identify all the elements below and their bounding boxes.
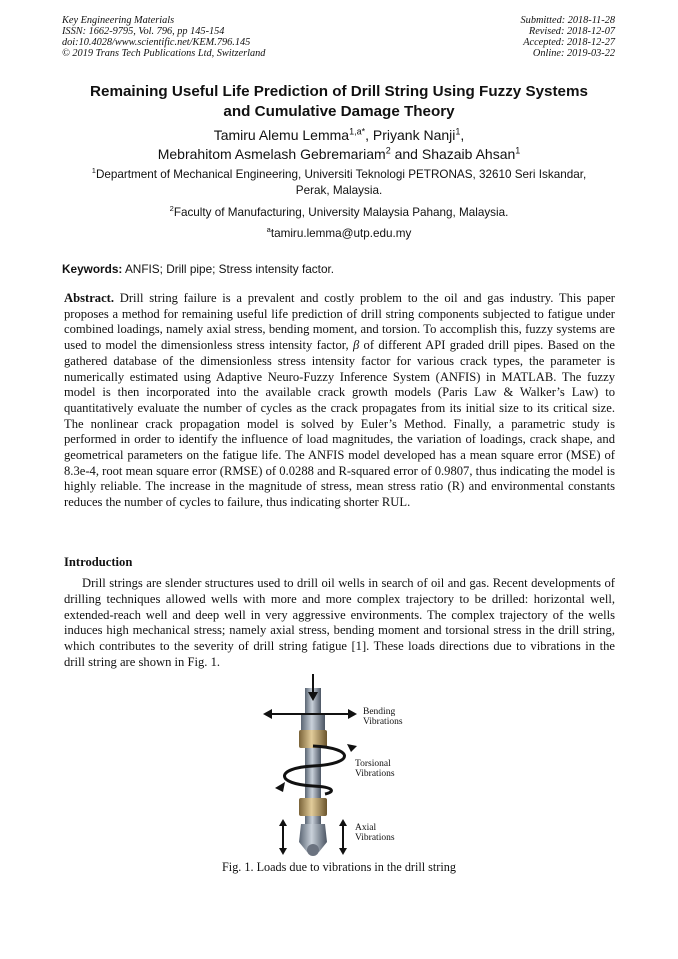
abstract-label: Abstract. [64,291,115,305]
torsional-label-1: Torsional [355,759,391,769]
affiliation-1-line-1: Department of Mechanical Engineering, Universiti Teknologi PETRONAS, 32610 Seri Iskandar, [95,168,587,181]
corresponding-email [62,226,616,242]
bending-label-2: Vibrations [363,717,403,727]
drill-pipe-joint [301,714,325,730]
author-separator: , [365,127,373,143]
email-mark: a [266,225,271,235]
affiliation-1 [62,167,616,199]
authors-line-2 [62,145,616,164]
torsional-label-2: Vibrations [355,769,395,779]
author-affiliation-mark: 1 [515,145,521,156]
lower-collar [299,798,327,816]
bending-arrowhead-left [263,709,272,719]
paper-title [62,82,616,121]
drill-bit-tip [307,844,319,856]
title-line-1: Remaining Useful Life Prediction of Drill String Using Fuzzy Systems [90,83,588,100]
accepted-date: Accepted: 2018-12-27 [523,37,615,48]
introduction-heading: Introduction [64,555,133,569]
author-name: Shazaib Ahsan [421,146,516,162]
affiliation-mark: 1 [91,166,96,176]
figure-drill-string [255,674,435,860]
figure-caption: Fig. 1. Loads due to vibrations in the drill string [222,860,456,874]
keywords-label: Keywords: [62,262,123,276]
axial-arrowhead-left-down [279,848,287,855]
axial-arrowhead-right-up [339,819,347,826]
copyright-line: © 2019 Trans Tech Publications Ltd, Switzerland [62,48,266,59]
bending-label-1: Bending [363,707,396,717]
abstract-text-part-1: Drill string failure is a prevalent and costly problem to the oil and gas industry. This paper proposes a method for remaining useful life prediction of drill string components subjected to fatigue under combined loadings, namely axial stress, bending moment, and torsion. To accomplish this, fuzzy systems are used to model the dimensionless stress intensity factor, [64,291,615,353]
affiliation-1-line-2: Perak, Malaysia. [295,184,383,197]
torsional-arrowhead-lower [275,782,285,792]
author-name: Mebrahitom Asmelash Gebremariam [157,146,386,162]
drill-string-illustration [255,674,435,860]
email-link[interactable]: tamiru.lemma@utp.edu.my [270,227,412,240]
author-affiliation-mark: 2 [385,145,391,156]
author-conjunction: and [390,146,422,162]
issn-line: ISSN: 1662-9795, Vol. 796, pp 145-154 [62,26,225,37]
abstract [64,291,615,511]
author-name: Priyank Nanji [372,127,456,143]
author-list [62,126,616,164]
submitted-date: Submitted: 2018-11-28 [520,15,615,26]
author-name: Tamiru Alemu Lemma [213,127,350,143]
axial-label-2: Vibrations [355,833,395,843]
author-affiliation-mark: 1 [455,126,461,137]
beta-symbol: β [352,338,360,353]
axial-arrowhead-right-down [339,848,347,855]
title-line-2: and Cumulative Damage Theory [223,102,455,120]
affiliation-mark: 2 [169,204,174,214]
author-affiliation-mark: 1,a* [349,126,366,137]
axial-arrowhead-left-up [279,819,287,826]
authors-line-1 [62,126,616,145]
introduction-paragraph: Drill strings are slender structures used to drill oil wells in search of oil and gas. Recent developments of drilling techniques allowed wells with more and more complex trajectory to be drilled: horizontal well, extended-reach well and deep well in very aggressive environments. The complex trajectory of the wells induces high mechanical stress; namely axial stress, bending moment and torsional stress in the drill string, which contributes to the severity of drill string fatigue [1]. These loads directions due to vibrations in the drill string are shown in Fig. 1. [64,576,615,669]
axial-label-1: Axial [355,823,377,833]
revised-date: Revised: 2018-12-07 [528,26,615,37]
abstract-text-part-2: of different API graded drill pipes. Based on the gathered database of the dimensionless stress intensity factor for various crack types, the parameter is numerically estimated using Adaptive Neuro-Fuzzy Inference System (ANFIS) in MATLAB. The fuzzy model is then incorporated into the available crack growth models (Paris Law & Walker’s Law) to quantitatively evaluate the number of cycles as the crack propagates from its initial size to its critical size. The nonlinear crack propagation model is solved by Euler’s Method. Finally, a parametric study is performed in order to identify the influence of load magnitudes, the variation of loadings, crack shape, and geometrical parameters on the fatigue life. The ANFIS model developed has a mean square error (MSE) of 8.3e-4, root mean square error (RMSE) of 0.0288 and R-squared error of 0.9807, thus indicating the model is highly reliable. The increase in the magnitude of stress, mean stress ratio (R) and environmental constants reduces the number of cycles to failure, thus indicating shorter RUL. [64,338,615,510]
keywords [62,262,334,277]
keywords-text: ANFIS; Drill pipe; Stress intensity factor. [122,262,335,276]
bending-arrowhead-right [348,709,357,719]
author-separator: , [460,127,465,143]
journal-name: Key Engineering Materials [62,15,175,26]
journal-header-right [521,15,615,59]
torsional-arrowhead-upper [347,744,357,752]
affiliation-2-text: Faculty of Manufacturing, University Malaysia Pahang, Malaysia. [173,206,509,219]
journal-header-left [62,15,265,59]
doi-line: doi:10.4028/www.scientific.net/KEM.796.145 [62,37,251,48]
affiliation-2 [62,205,616,221]
online-date: Online: 2019-03-22 [532,48,615,59]
